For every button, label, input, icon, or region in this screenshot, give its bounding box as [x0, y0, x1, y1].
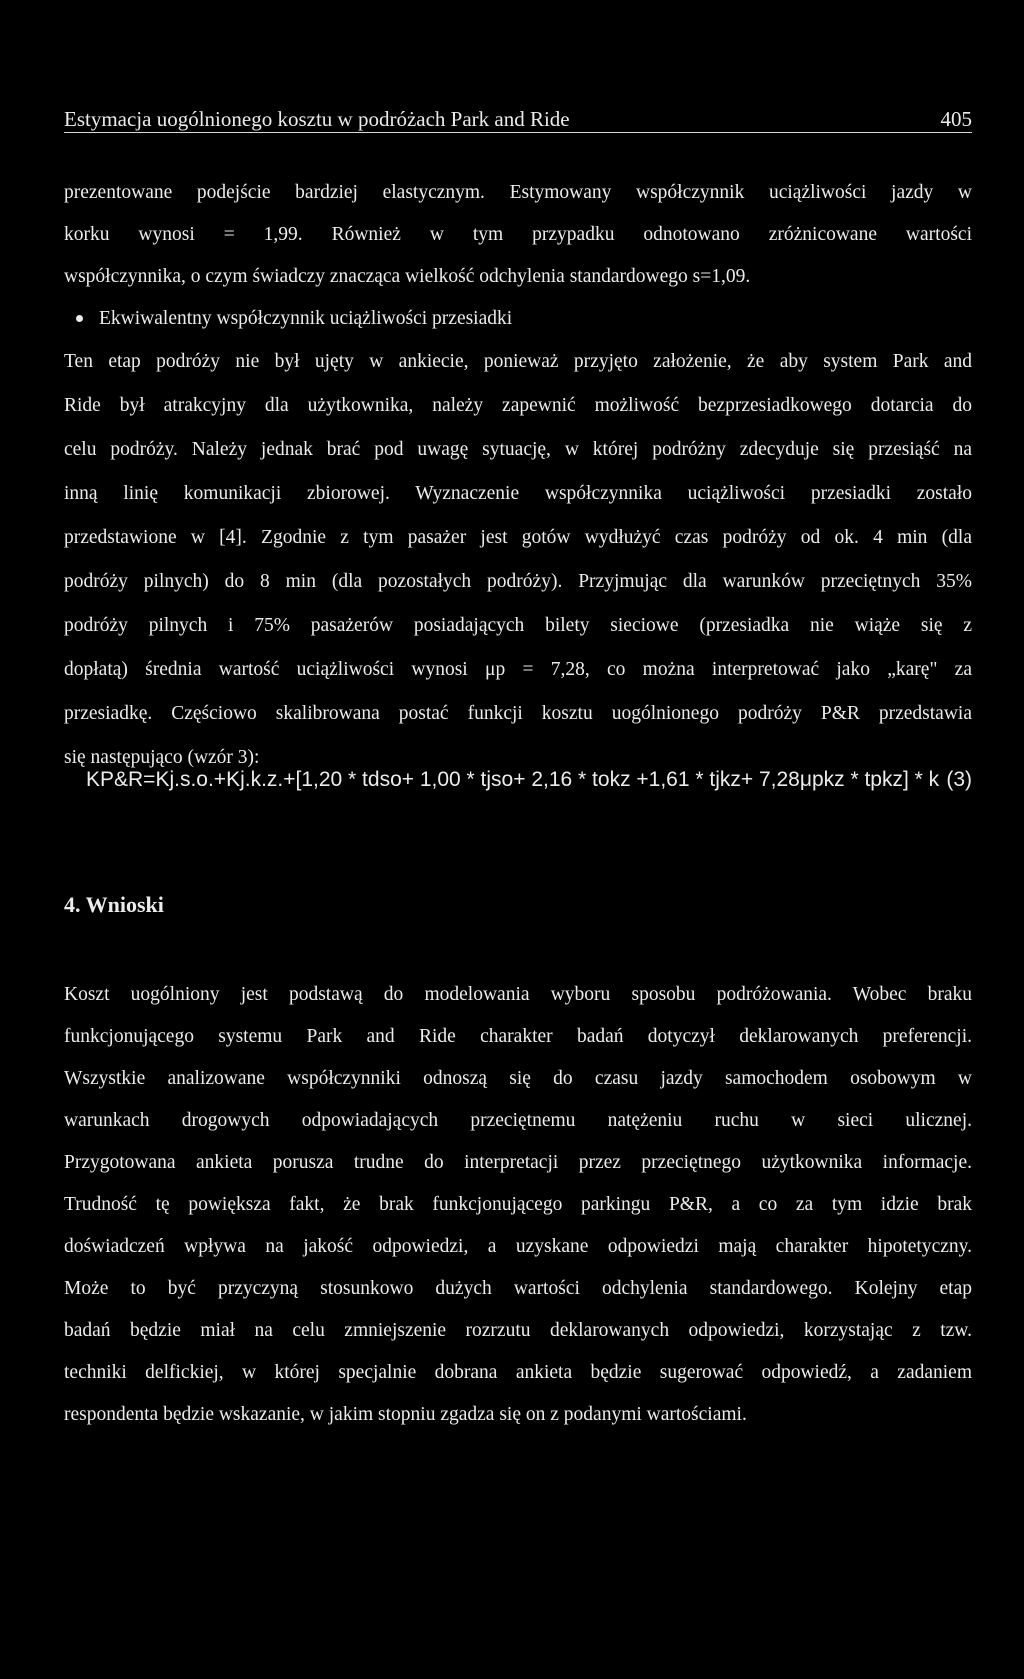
text-line: dopłatą) średnia wartość uciążliwości wynosi μp = 7,28, co można interpretować jako „karę" za [64, 659, 972, 680]
text-line: celu podróży. Należy jednak brać pod uwagę sytuację, w której podróżny zdecyduje się przesiąść na [64, 439, 972, 460]
text-line: Ten etap podróży nie był ujęty w ankiecie, ponieważ przyjęto założenie, że aby system Park and [64, 351, 972, 372]
equation-expression: KP&R=Kj.s.o.+Kj.k.z.+[1,20 * tdso+ 1,00 * tjso+ 2,16 * tokz +1,61 * tjkz+ 7,28μpkz * tpkz] * k [86, 768, 940, 791]
text-line: Przygotowana ankieta porusza trudne do interpretacji przez przeciętnego użytkownika informacje. [64, 1152, 972, 1173]
bullet-icon [76, 315, 83, 322]
text-line: inną linię komunikacji zbiorowej. Wyznaczenie współczynnika uciążliwości przesiadki zostało [64, 483, 972, 504]
running-header [64, 106, 972, 133]
text-line: Koszt uogólniony jest podstawą do modelowania wyboru sposobu podróżowania. Wobec braku [64, 984, 972, 1005]
text-line: podróży pilnych i 75% pasażerów posiadających bilety sieciowe (przesiadka nie wiąże się z [64, 615, 972, 636]
section-heading: 4. Wnioski [64, 892, 164, 917]
text-line: funkcjonującego systemu Park and Ride charakter badań dotyczył deklarowanych preferencji. [64, 1026, 972, 1047]
text-line: przesiadkę. Częściowo skalibrowana postać funkcji kosztu uogólnionego podróży P&R przedstawia [64, 703, 972, 724]
text-line: respondenta będzie wskazanie, w jakim stopniu zgadza się on z podanymi wartościami. [64, 1404, 747, 1425]
text-line: Wszystkie analizowane współczynniki odnoszą się do czasu jazdy samochodem osobowym w [64, 1068, 972, 1089]
text-line: techniki delfickiej, w której specjalnie dobrana ankieta będzie sugerować odpowiedź, a zadaniem [64, 1362, 972, 1383]
text-line: badań będzie miał na celu zmniejszenie rozrzutu deklarowanych odpowiedzi, korzystając z tzw. [64, 1320, 972, 1341]
bullet-text: Ekwiwalentny współczynnik uciążliwości przesiadki [99, 308, 513, 329]
text-line: współczynnika, o czym świadczy znacząca wielkość odchylenia standardowego s=1,09. [64, 266, 751, 287]
bullet-item [64, 306, 512, 332]
text-line: prezentowane podejście bardziej elastycznym. Estymowany współczynnik uciążliwości jazdy w [64, 182, 972, 203]
equation-3 [86, 765, 972, 795]
text-line: Może to być przyczyną stosunkowo dużych wartości odchylenia standardowego. Kolejny etap [64, 1278, 972, 1299]
text-line: przedstawione w [4]. Zgodnie z tym pasażer jest gotów wydłużyć czas podróży od ok. 4 min (dla [64, 527, 972, 548]
header-title: Estymacja uogólnionego kosztu w podróżach Park and Ride [64, 107, 570, 131]
text-line: Trudność tę powiększa fakt, że brak funkcjonującego parkingu P&R, a co za tym idzie brak [64, 1194, 972, 1215]
text-line: Ride był atrakcyjny dla użytkownika, należy zapewnić możliwość bezprzesiadkowego dotarcia do [64, 395, 972, 416]
text-line: się następująco (wzór 3): [64, 747, 260, 768]
text-line: korku wynosi = 1,99. Również w tym przypadku odnotowano zróżnicowane wartości [64, 224, 972, 245]
page-number: 405 [940, 107, 972, 131]
text-line: podróży pilnych) do 8 min (dla pozostałych podróży). Przyjmując dla warunków przeciętnych 35% [64, 571, 972, 592]
text-line: warunkach drogowych odpowiadających przeciętnemu natężeniu ruchu w sieci ulicznej. [64, 1110, 972, 1131]
text-line: doświadczeń wpływa na jakość odpowiedzi, a uzyskane odpowiedzi mają charakter hipotetyczny. [64, 1236, 972, 1257]
equation-number: (3) [946, 768, 972, 791]
